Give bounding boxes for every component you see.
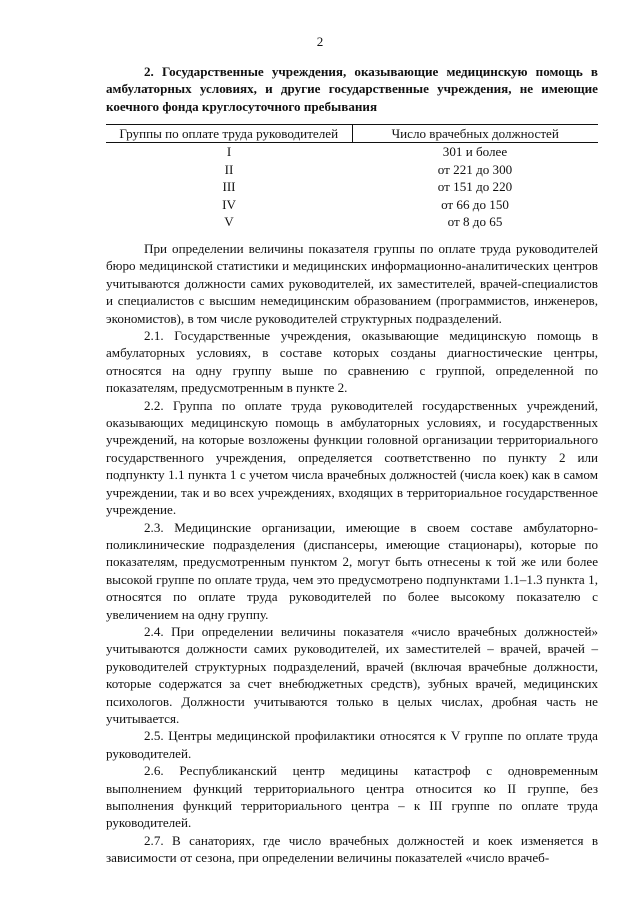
table-cell-group: III bbox=[222, 179, 236, 195]
table-row bbox=[106, 213, 598, 230]
paragraph-2-4: 2.4. При определении величины показателя «число врачебных должностей» учитываются должности самих руководителей, их заместителей – врачей, врачей – руководителей структурных подразделений, врачей (включая врачебные должности, которые содержатся за счет внебюджетных средств), зубных врачей, медицинских психологов. Должности учитываются только в целых числах, дробная часть не учитывается. bbox=[106, 623, 598, 726]
section-heading-text: 2. Государственные учреждения, оказывающие медицинскую помощь в амбулаторных условиях, и другие государственные учреждения, не имеющие коечного фонда круглосуточного пребывания bbox=[106, 64, 598, 114]
table-row bbox=[106, 161, 598, 178]
section-heading bbox=[106, 63, 598, 115]
body-text bbox=[106, 240, 598, 867]
table-cell-positions: от 66 до 150 bbox=[441, 196, 509, 212]
paragraph-intro: При определении величины показателя группы по оплате труда руководителей бюро медицинской статистики и медицинских информационно-аналитических центров учитываются должности самих руководителей, их заместителей, врачей-специалистов и специалистов с высшим немедицинским образованием (программистов, инженеров, экономистов), в том числе руководителей структурных подразделений. bbox=[106, 241, 598, 326]
table-cell-positions: от 151 до 220 bbox=[437, 179, 513, 195]
paragraph-2-7: 2.7. В санаториях, где число врачебных должностей и коек изменяется в зависимости от сезона, при определении величины показателей «число врачеб- bbox=[106, 832, 598, 866]
table-cell-positions: 301 и более bbox=[442, 144, 508, 160]
table-cell-positions: от 8 до 65 bbox=[447, 214, 503, 230]
paragraph-2-2: 2.2. Группа по оплате труда руководителей государственных учреждений, оказывающих медицинскую помощь в амбулаторных условиях, и государственных учреждений, на которые возложены функции головной организации территориального государственного учреждения, определяется соответственно по пункту 2 или подпункту 1.1 пункта 1 с учетом числа врачебных должностей (числа коек) как в самом учреждении, так и во всех учреждениях, входящих в территориальное государственное учреждение. bbox=[106, 397, 598, 518]
paragraph-2-6: 2.6. Республиканский центр медицины катастроф с одновременным выполнением функций территориального центра относится ко II группе, без выполнения функций территориального центра – к III группе по оплате труда руководителей. bbox=[106, 763, 598, 831]
table-row bbox=[106, 143, 598, 161]
table-row bbox=[106, 196, 598, 213]
table-header-row bbox=[106, 125, 598, 143]
table-cell-group: I bbox=[226, 144, 232, 160]
table-row bbox=[106, 178, 598, 195]
paragraph-2-1: 2.1. Государственные учреждения, оказывающие медицинскую помощь в амбулаторных условиях, в составе которых созданы диагностические центры, относятся на одну группу выше по сравнению с группой, определенной по показателям, предусмотренным в пункте 2. bbox=[106, 328, 598, 396]
page-number: 2 bbox=[316, 34, 324, 49]
table-header-positions: Число врачебных должностей bbox=[352, 125, 598, 143]
paragraph-2-5: 2.5. Центры медицинской профилактики относятся к V группе по оплате труда руководителей. bbox=[106, 728, 598, 761]
paragraph-2-3: 2.3. Медицинские организации, имеющие в своем составе амбулаторно-поликлинические подразделения (диспансеры, имеющие стационары), которые по показателям, предусмотренным пунктом 2, могут быть отнесены к той же или более высокой группе по оплате труда, чем это предусмотрено подпунктами 1.1–1.3 пункта 1, относятся по оплате труда руководителей по более высокому показателю с увеличением на одну группу. bbox=[106, 519, 598, 622]
table-cell-positions: от 221 до 300 bbox=[437, 161, 513, 177]
pay-groups-table bbox=[106, 124, 598, 230]
table-header-groups: Группы по оплате труда руководителей bbox=[106, 125, 352, 143]
table-cell-group: V bbox=[224, 214, 234, 230]
table-cell-group: II bbox=[224, 161, 234, 177]
table-cell-group: IV bbox=[222, 196, 236, 212]
